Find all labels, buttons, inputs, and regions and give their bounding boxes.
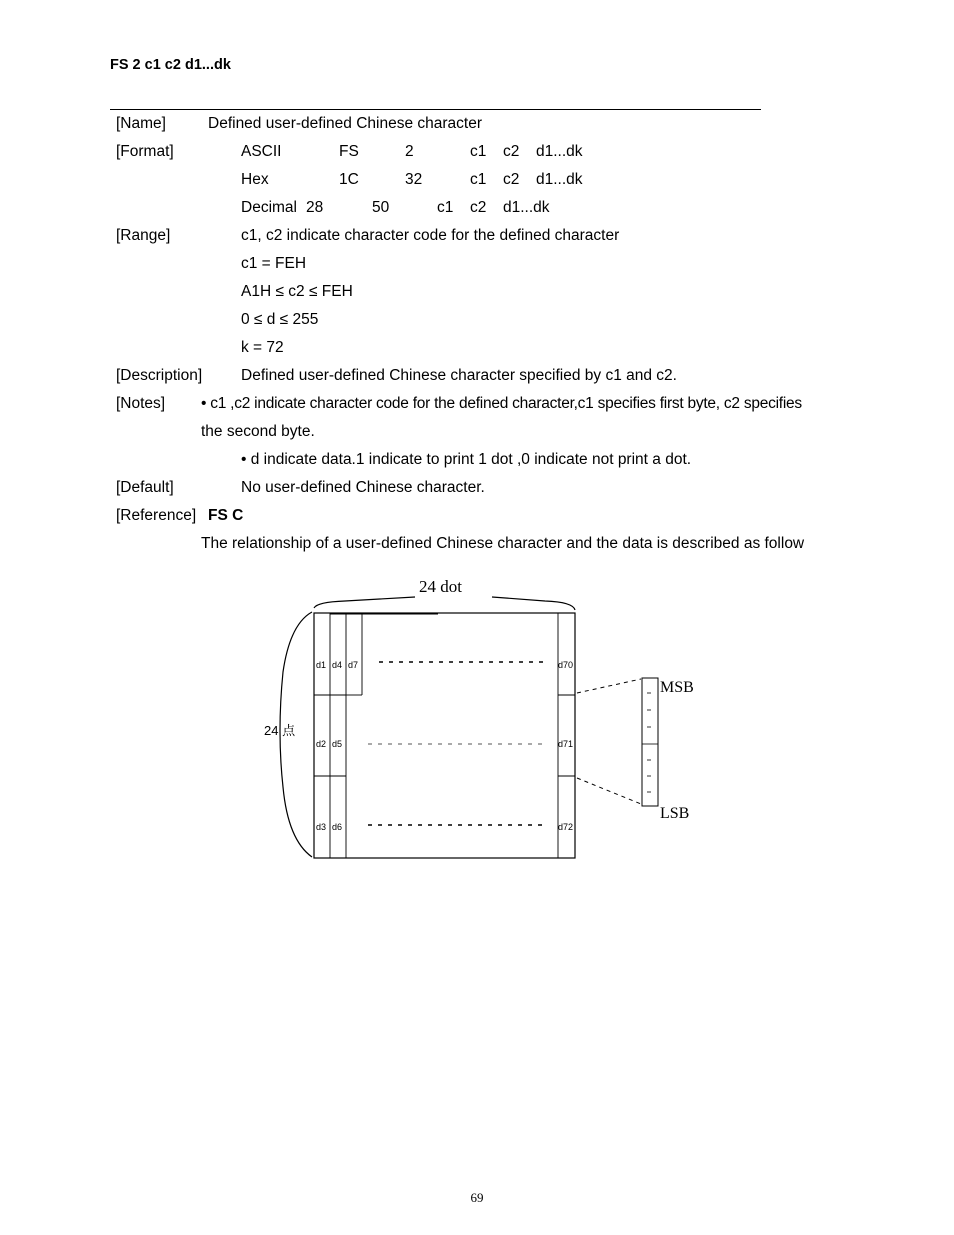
relationship-text: The relationship of a user-defined Chinese character and the data is described as follow bbox=[201, 535, 805, 552]
reference-value: FS C bbox=[208, 507, 244, 524]
name-value: Defined user-defined Chinese character bbox=[208, 115, 482, 132]
top-brace-left bbox=[314, 597, 415, 608]
notes-line-3: • d indicate data.1 indicate to print 1 dot ,0 indicate not print a dot. bbox=[241, 451, 692, 468]
format-param-c2: c2 bbox=[470, 199, 487, 216]
range-label: [Range] bbox=[116, 227, 171, 244]
notes-line-1: • c1 ,c2 indicate character code for the defined character,c1 specifies first byte, c2 specifies bbox=[201, 395, 802, 412]
description-row bbox=[0, 367, 954, 395]
format-param-c1: c1 bbox=[437, 199, 454, 216]
format-code-1: 2 bbox=[405, 143, 414, 160]
notes-row bbox=[0, 451, 954, 479]
format-param-d: d1...dk bbox=[503, 199, 550, 216]
command-heading: FS 2 c1 c2 d1...dk bbox=[110, 57, 231, 73]
range-line: k = 72 bbox=[241, 339, 284, 356]
range-line: 0 ≤ d ≤ 255 bbox=[241, 311, 319, 328]
range-row bbox=[0, 255, 954, 283]
cell-label: d6 bbox=[332, 822, 343, 832]
projection-line bbox=[577, 778, 641, 804]
page-number: 69 bbox=[470, 1190, 484, 1205]
range-row bbox=[0, 283, 954, 311]
range-line: A1H ≤ c2 ≤ FEH bbox=[241, 283, 353, 300]
byte-bar bbox=[642, 678, 658, 806]
top-dot-label: 24 dot bbox=[419, 577, 462, 596]
cell-label: d5 bbox=[332, 739, 343, 749]
format-type: ASCII bbox=[241, 143, 282, 160]
heading-rule bbox=[110, 109, 761, 110]
name-label: [Name] bbox=[116, 115, 166, 132]
projection-line bbox=[577, 679, 641, 693]
name-row bbox=[0, 115, 954, 143]
relationship-row bbox=[0, 535, 954, 563]
range-line: c1 = FEH bbox=[241, 255, 307, 272]
range-row bbox=[0, 311, 954, 339]
cell-label: d71 bbox=[558, 739, 574, 749]
lsb-label: LSB bbox=[660, 805, 690, 822]
notes-row bbox=[0, 423, 954, 451]
range-line: c1, c2 indicate character code for the defined character bbox=[241, 227, 620, 244]
dot-matrix-diagram bbox=[255, 572, 705, 867]
reference-row bbox=[0, 507, 954, 535]
cell-label: d3 bbox=[316, 822, 327, 832]
notes-line-2: the second byte. bbox=[201, 423, 315, 440]
cell-label: d72 bbox=[558, 822, 574, 832]
format-code-0: FS bbox=[339, 143, 359, 160]
format-type: Decimal bbox=[241, 199, 297, 216]
format-row-ascii bbox=[0, 143, 954, 171]
format-code-0: 28 bbox=[306, 199, 324, 216]
cell-label: d2 bbox=[316, 739, 327, 749]
top-brace-right bbox=[492, 597, 575, 610]
grid-outline bbox=[314, 613, 575, 858]
msb-label: MSB bbox=[660, 679, 694, 696]
cell-label: d7 bbox=[348, 660, 359, 670]
notes-label: [Notes] bbox=[116, 395, 166, 412]
cell-label: d4 bbox=[332, 660, 343, 670]
format-param-d: d1...dk bbox=[536, 171, 583, 188]
format-label: [Format] bbox=[116, 143, 174, 160]
format-row-hex bbox=[0, 171, 954, 199]
notes-row bbox=[0, 395, 954, 423]
format-code-1: 32 bbox=[405, 171, 423, 188]
cell-label: d70 bbox=[558, 660, 574, 670]
default-value: No user-defined Chinese character. bbox=[241, 479, 485, 496]
format-type: Hex bbox=[241, 171, 269, 188]
default-label: [Default] bbox=[116, 479, 174, 496]
format-param-d: d1...dk bbox=[536, 143, 583, 160]
format-param-c1: c1 bbox=[470, 171, 487, 188]
description-label: [Description] bbox=[116, 367, 203, 384]
format-row-decimal bbox=[0, 199, 954, 227]
range-row bbox=[0, 227, 954, 255]
format-code-0: 1C bbox=[339, 171, 359, 188]
format-param-c2: c2 bbox=[503, 171, 520, 188]
default-row bbox=[0, 479, 954, 507]
cell-label: d1 bbox=[316, 660, 327, 670]
format-code-1: 50 bbox=[372, 199, 390, 216]
format-param-c1: c1 bbox=[470, 143, 487, 160]
side-dot-label: 24 点 bbox=[264, 723, 296, 738]
description-value: Defined user-defined Chinese character specified by c1 and c2. bbox=[241, 367, 677, 384]
reference-label: [Reference] bbox=[116, 507, 197, 524]
format-param-c2: c2 bbox=[503, 143, 520, 160]
range-row bbox=[0, 339, 954, 367]
